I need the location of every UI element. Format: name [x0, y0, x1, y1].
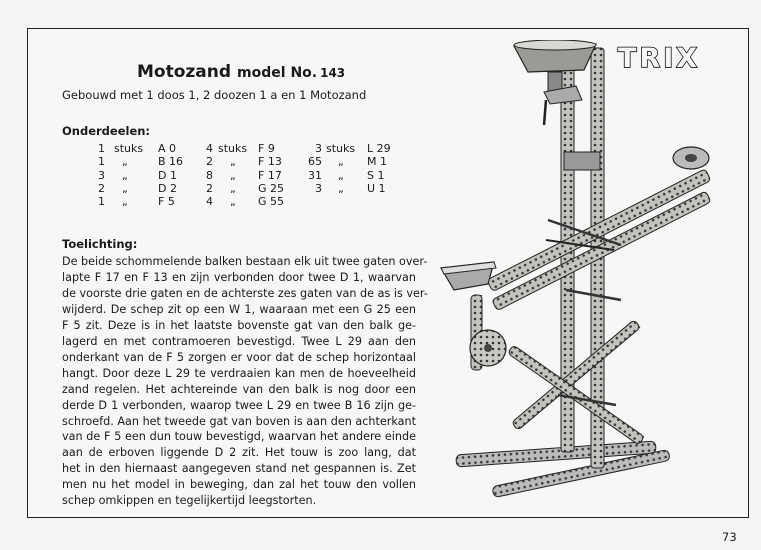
brace-strip-icon [508, 320, 645, 445]
title-number: 143 [320, 66, 346, 80]
hopper-icon [514, 40, 596, 125]
text-line: de voorste drie gaten en de achterste zes gaten van de as is ver- [62, 286, 428, 300]
parts-row: 2 „ F 13 [206, 155, 282, 169]
text-line: men nu het model in beweging, dan zal het touw den vollen [62, 478, 416, 492]
text-line: F 5 zit. Deze is in het laatste bovenste gat van den balk ge- [62, 318, 416, 332]
parts-heading: Onderdeelen: [62, 124, 151, 138]
parts-row: 3 „ D 1 [98, 168, 177, 182]
text-line: het in den hiernaast aangegeven stand net gespannen is. Zet [62, 462, 416, 476]
parts-column-2 [206, 142, 284, 208]
parts-row: 3 „ U 1 [315, 181, 386, 195]
text-line: zand regelen. Het achtereinde van den balk is nog door een [62, 382, 416, 396]
text-line: hangt. Door deze L 29 te verdraaien kan men de hoeveelheid [62, 366, 416, 380]
brand-logo: TRIX [618, 43, 701, 74]
page-number: 73 [722, 530, 737, 544]
parts-row: 4 stuks F 9 [206, 142, 275, 155]
text-line: schroefd. Aan het tweede gat van boven is aan den achterkant [62, 414, 416, 428]
parts-row: 8 „ F 17 [206, 168, 282, 182]
parts-row: 31 „ S 1 [308, 168, 385, 182]
explanation-text [62, 254, 428, 509]
parts-row: 3 stuks L 29 [315, 142, 391, 155]
model-illustration [436, 40, 726, 515]
wheel-icon [470, 330, 506, 366]
parts-row: 4 „ G 55 [206, 195, 285, 209]
title-main: Motozand [137, 62, 232, 82]
page-title [137, 62, 345, 82]
parts-row: 1 „ B 16 [98, 155, 184, 169]
title-model: model No. [237, 65, 318, 81]
text-line: aan de erboven liggende D 2 zit. Het touw is zoo lang, dat [62, 446, 416, 460]
text-line: derde D 1 verbonden, waarop twee L 29 en twee B 16 zijn ge- [62, 398, 416, 412]
text-line: schep omkippen en tegelijkertijd leegstorten. [62, 494, 317, 508]
text-line: onderkant van de F 5 zorgen er voor dat de schep horizontaal [62, 350, 416, 364]
parts-row: 2 „ D 2 [98, 181, 177, 195]
parts-row: 2 „ G 25 [206, 181, 285, 195]
subtitle: Gebouwd met 1 doos 1, 2 doozen 1 a en 1 Motozand [62, 88, 367, 102]
text-line: wijderd. De schep zit op een W 1, waaraan met een G 25 een [62, 302, 416, 316]
pulley-icon [673, 147, 709, 169]
parts-row: 1 „ F 5 [98, 195, 175, 209]
text-line: lapte F 17 en F 13 en zijn verbonden door twee D 1, waarvan [62, 270, 416, 284]
parts-column-3 [307, 142, 391, 195]
scoop-icon [441, 262, 496, 290]
text-line: lagerd en met contramoeren bevestigd. Twee L 29 aan den [62, 334, 416, 348]
text-line: De beide schommelende balken bestaan elk uit twee gaten over- [62, 255, 428, 268]
text-line: van de F 5 een dun touw bevestigd, waarvan het andere einde [62, 430, 416, 444]
explanation-heading: Toelichting: [62, 237, 138, 251]
parts-row: 65 „ M 1 [308, 155, 387, 169]
parts-row: 1 stuks A 0 [98, 142, 177, 155]
parts-column-1 [98, 142, 183, 208]
